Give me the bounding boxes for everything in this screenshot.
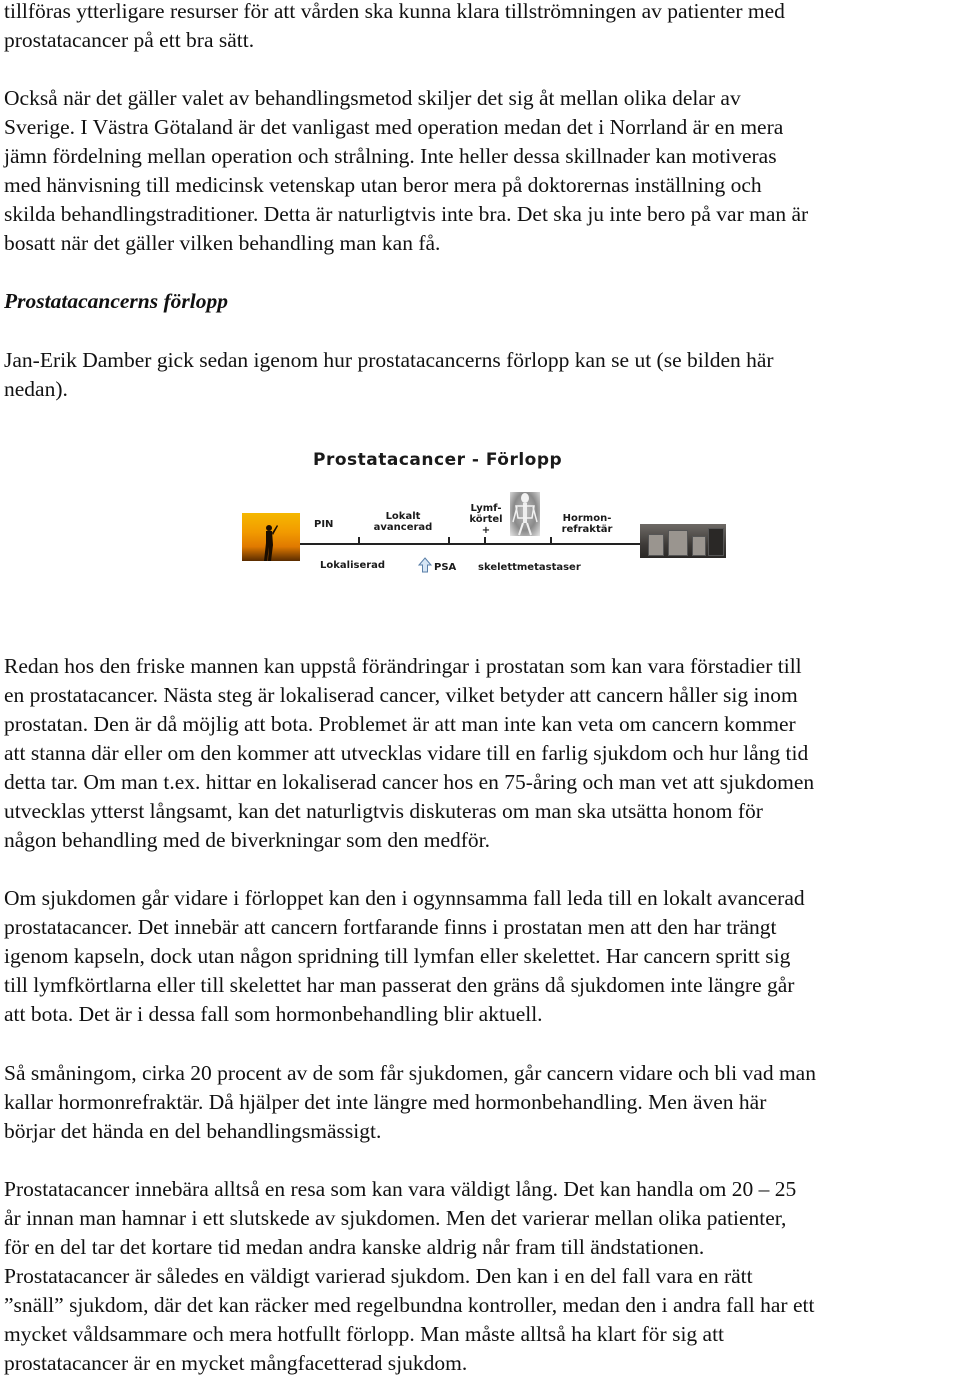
text-line: Så småningom, cirka 20 procent av de som får sjukdomen, går cancern vidare och bli vad man [4,1061,816,1085]
text-line: år innan man hamnar i ett slutskede av sjukdomen. Men det varierar mellan olika patienter, [4,1206,787,1230]
text-line: Sverige. I Västra Götaland är det vanligast med operation medan det i Norrland är en mera [4,115,784,139]
text-line: prostatan. Den är då möjlig att bota. Problemet är att man inte kan veta om cancern kommer [4,712,796,736]
label-lymfkortel: Lymf- körtel + [469,503,503,536]
text-line: Om sjukdomen går vidare i förloppet kan den i ogynnsamma fall leda till en lokalt avancerad [4,886,805,910]
text-line: Prostatacancer innebära alltså en resa som kan vara väldigt lång. Det kan handla om 20 – 25 [4,1177,797,1201]
text-line: mycket våldsammare och mera hotfullt förlopp. Man måste alltså ha klart för sig att [4,1322,725,1346]
text-line: för en del tar det kortare tid medan andra kanske aldrig når fram till ändstationen. [4,1235,705,1259]
progression-diagram [238,440,730,590]
text-line: börjar det hända en del behandlingsmässigt. [4,1119,382,1143]
label-hormonrefraktar: Hormon- refraktär [561,513,613,535]
text-line: prostatacancer. Det innebär att cancern fortfarande finns i prostatan men att den har trängt [4,915,777,939]
text-line: nedan). [4,377,68,401]
skeleton-icon [510,492,540,536]
graveyard-photo [640,524,726,558]
text-line: tillföras ytterligare resurser för att vården ska kunna klara tillströmningen av patienter med [4,0,785,23]
timeline-tick [358,537,360,545]
text-line: någon behandling med de biverkningar som den medför. [4,828,491,852]
text-line: igenom kapseln, dock utan någon spridning till lymfan eller skelettet. Har cancern spritt sig [4,944,791,968]
text-line: Prostatacancer är således en väldigt varierad sjukdom. Den kan i en del fall vara en rätt [4,1264,753,1288]
golfer-silhouette-icon [260,523,278,561]
label-skelettmetastaser: skelettmetastaser [478,562,581,573]
text-line: prostatacancer på ett bra sätt. [4,28,255,52]
arrow-up-icon [418,557,432,573]
label-psa: PSA [434,562,457,573]
diagram-title: Prostatacancer - Förlopp [313,450,563,470]
text-line: utvecklas ytterst långsamt, kan det naturligtvis diskuteras om man ska utsätta honom för [4,799,763,823]
text-line: att stanna där eller om den kommer att utvecklas vidare till en farlig sjukdom och hur lång tid [4,741,809,765]
text-line: kallar hormonrefraktär. Då hjälper det inte längre med hormonbehandling. Men även här [4,1090,767,1114]
timeline-tick [448,537,450,545]
timeline-tick [484,537,486,545]
label-pin: PIN [314,519,334,530]
text-line: detta tar. Om man t.ex. hittar en lokaliserad cancer hos en 75-åring och man vet att sjukdomen [4,770,815,794]
skeleton-scan-photo [510,492,540,536]
text-line: skilda behandlingstraditioner. Detta är naturligtvis inte bra. Det ska ju inte bero på var man är [4,202,809,226]
text-line: att bota. Det är i dessa fall som hormonbehandling blir aktuell. [4,1002,543,1026]
timeline-tick [550,537,552,545]
text-line: prostatacancer är en mycket mångfacetterad sjukdom. [4,1351,468,1375]
text-line: Också när det gäller valet av behandlingsmetod skiljer det sig åt mellan olika delar av [4,86,741,110]
sunset-golfer-photo [242,513,300,561]
section-heading: Prostatacancerns förlopp [4,289,228,313]
text-line: jämn fördelning mellan operation och strålning. Inte heller dessa skillnader kan motiveras [4,144,777,168]
text-line: till lymfkörtlarna eller till skelettet har man passerat den gräns då sjukdomen inte längre går [4,973,795,997]
text-line: med hänvisning till medicinsk vetenskap utan beror mera på doktorernas inställning och [4,173,762,197]
timeline-axis [300,543,640,545]
label-lokaliserad: Lokaliserad [320,560,386,571]
text-line: ”snäll” sjukdom, där det kan räcker med regelbundna kontroller, medan den i andra fall har ett [4,1293,815,1317]
text-line: Jan-Erik Damber gick sedan igenom hur prostatacancerns förlopp kan se ut (se bilden här [4,348,774,372]
text-line: en prostatacancer. Nästa steg är lokaliserad cancer, vilket betyder att cancern håller sig inom [4,683,798,707]
text-line: bosatt när det gäller vilken behandling man kan få. [4,231,441,255]
text-line: Redan hos den friske mannen kan uppstå förändringar i prostatan som kan vara förstadier till [4,654,802,678]
label-lokalt: Lokalt avancerad [373,511,433,533]
